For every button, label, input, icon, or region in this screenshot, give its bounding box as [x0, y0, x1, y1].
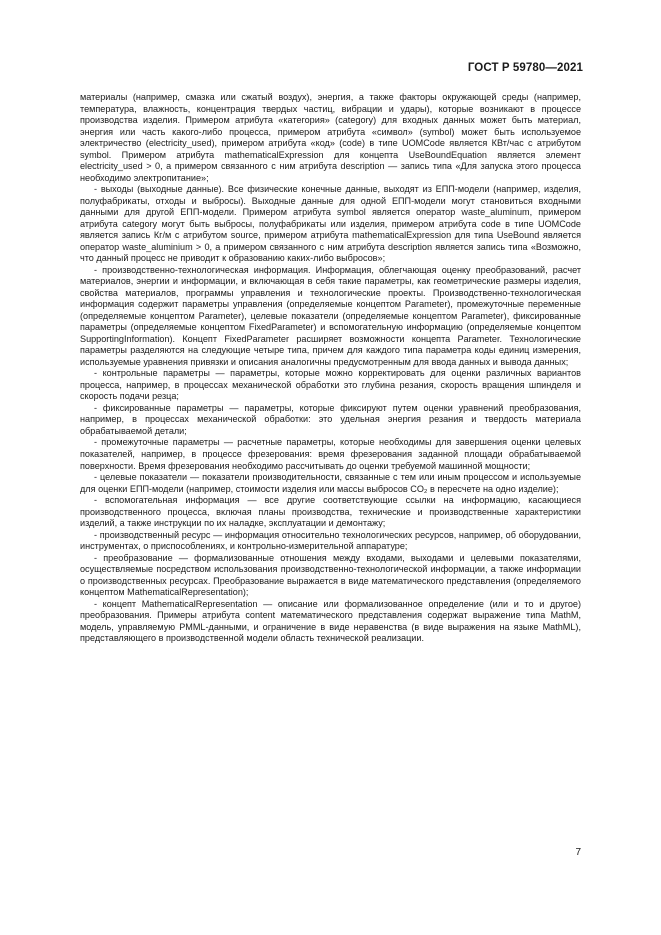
list-item-process-info: - производственно-технологическая информация. Информация, облегчающая оценку преобразований, расчет материалов, энергии и информации, и включающая в себя такие параметры, как геометрические размеры изделия, свойства материалов, программы управления и технологические проекты. Производственно-технологическая информация содержит параметры управления (определяемые концептом Parameter), промежуточные переменные (определяемые концептом Parameter), целевые показатели (определяемые концептом Parameter), фиксированные параметры (определяемые концептом FixedParameter) и вспомогательную информацию (определяемые концептом SupportingInformation). Концепт FixedParameter расширяет возможности концепта Parameter. Технологические параметры разделяются на следующие четыре типа, причем для каждого типа параметра коды единиц измерения, используемые уравнения привязки и описания аналогичны предусмотренным для ввода данных и вывода данных;: [80, 264, 581, 367]
list-item-target-indicators: - целевые показатели — показатели производительности, связанные с тем или иным процессом и используемые для оценки ЕПП-модели (например, стоимости изделия или массы выбросов CO₂ в пересчете на одно изделие);: [80, 472, 581, 494]
paragraph-continuation: материалы (например, смазка или сжатый воздух), энергия, а также факторы окружающей среды (например, температура, влажность, концентрация твердых частиц, вибрации и удары), которые возникают в процессе производства изделия. Примером атрибута «категория» (category) для входных данных может быть материал, энергия или часть какого-либо процесса, примером атрибута «символ» (symbol) может быть используемое электричество (electricity_used), примером атрибута «код» (code) в типе UOMCode является КВт/час с атрибутом symbol. Примером атрибута mathematicalExpression для концепта UseBoundEquation является элемент electricity_used > 0, а примером связанного с ним атрибута description — запись типа «Для запуска этого процесса необходимо электропитание»;: [80, 92, 581, 183]
document-body: [80, 92, 581, 645]
document-header: ГОСТ Р 59780—2021: [467, 62, 583, 74]
list-item-outputs: - выходы (выходные данные). Все физические конечные данные, выходят из ЕПП-модели (например, изделия, полуфабрикаты, отходы и выбросы). Выходные данные для одной ЕПП-модели могут становиться входными данными для другой ЕПП-модели. Примером атрибута symbol является оператор waste_aluminum, примером атрибута category могут быть выбросы, полуфабрикаты или изделия, примером атрибута code в типе UOMCode является запись Кг/м с атрибутом source, примером атрибута mathematicalExpression для типа UseBound является оператор waste_aluminium > 0, а примером связанного с ним атрибута description является запись типа «Возможно, что данный процесс не приводит к образованию каких-либо выбросов»;: [80, 184, 581, 264]
list-item-fixed-params: - фиксированные параметры — параметры, которые фиксируют путем оценки уравнений преобразования, например, в процессах механической обработки: это удельная энергия резания и твердость материала обрабатываемой детали;: [80, 402, 581, 436]
list-item-transformation: - преобразование — формализованные отношения между входами, выходами и целевыми показателями, осуществляемые посредством использования производственно-технологической информации, а также информации о производственных ресурсах. Преобразование выражается в виде математического представления (определяемого концептом MathematicalRepresentation);: [80, 552, 581, 598]
list-item-intermediate-params: - промежуточные параметры — расчетные параметры, которые необходимы для завершения оценки целевых показателей, например, в процессе фрезерования: время фрезерования заданной площади обрабатываемой поверхности. Время фрезерования необходимо рассчитывать до оценки требуемой машинной мощности;: [80, 437, 581, 471]
list-item-control-params: - контрольные параметры — параметры, которые можно корректировать для оценки различных вариантов процесса, например, в процессах механической обработки это глубина резания, скорость вращения шпинделя и скорость подачи резца;: [80, 368, 581, 402]
page-number: 7: [575, 847, 581, 858]
list-item-supporting-info: - вспомогательная информация — все другие соответствующие ссылки на информацию, касающиеся производственного процесса, включая планы производства, технические и производственные характеристики изделий, а также инструкции по их наладке, эксплуатации и демонтажу;: [80, 495, 581, 529]
list-item-math-representation: - концепт MathematicalRepresentation — описание или формализованное определение (или и то и другое) преобразования. Примеры атрибута content математического представления содержат выражение типа MathM, модель, управляемую PMML-данными, и ограничение в виде неравенства (в виде выражения на языке MathML), представляющего в производственной модели область технической реализации.: [80, 598, 581, 644]
list-item-production-resource: - производственный ресурс — информация относительно технологических ресурсов, например, об оборудовании, инструментах, о приспособлениях, и контрольно-измерительной аппаратуре;: [80, 529, 581, 552]
